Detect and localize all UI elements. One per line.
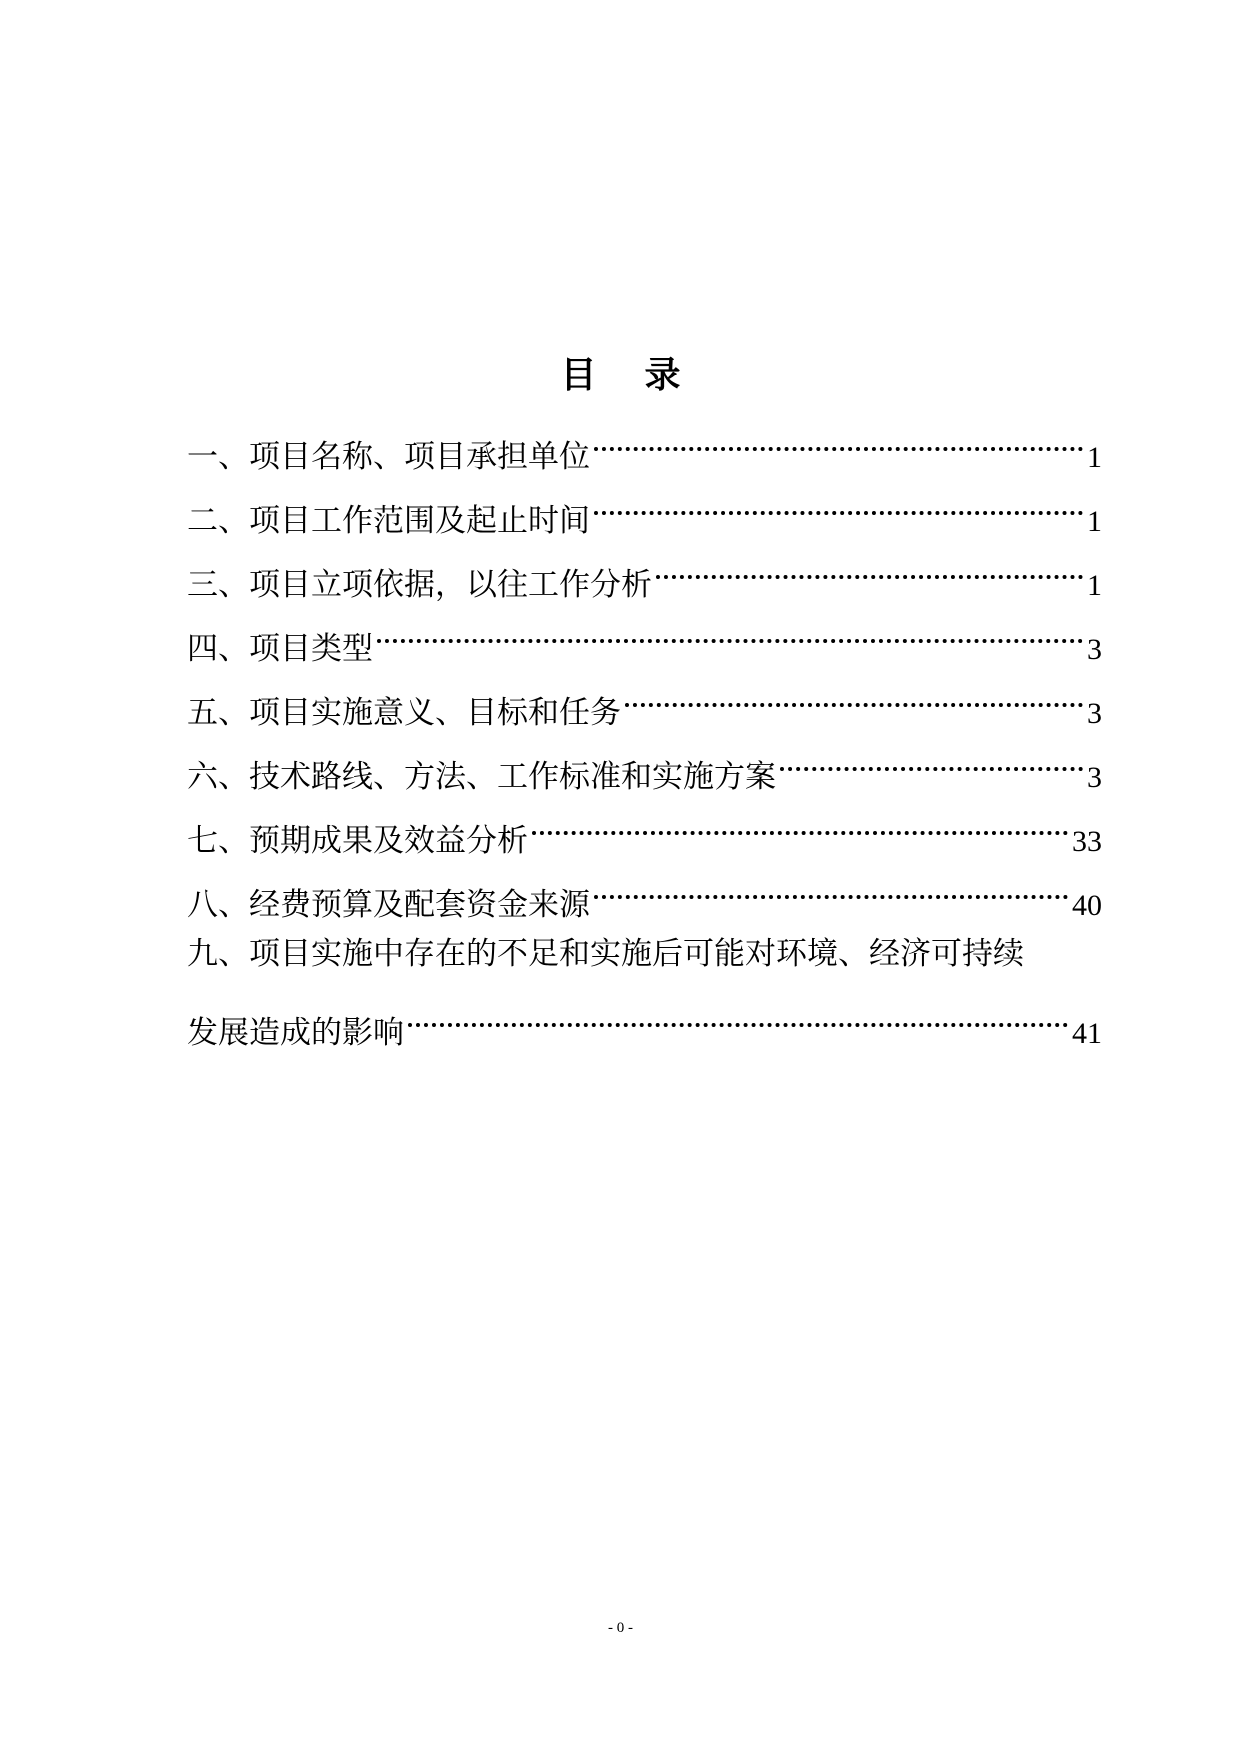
toc-entry-3[interactable] [187,545,1102,609]
page-number-footer: - 0 - [608,1620,633,1636]
toc-entry-label: 一、项目名称、项目承担单位 [187,439,590,475]
toc-entry-label: 发展造成的影响 [187,1015,404,1051]
toc-entry-page: 1 [1087,569,1102,602]
toc-entry-6[interactable] [187,737,1102,801]
dot-leader [594,481,1083,531]
toc-entry-page: 1 [1087,441,1102,474]
dot-leader [594,417,1083,467]
toc-entry-label: 四、项目类型 [187,631,373,667]
toc-title-char-1: 目 [560,354,597,396]
toc-entry-1[interactable] [187,417,1102,481]
toc-entry-8[interactable] [187,865,1102,929]
toc-entry-page: 1 [1087,505,1102,538]
toc-entry-label: 三、项目立项依据，以往工作分析 [187,567,652,603]
toc-entry-label: 六、技术路线、方法、工作标准和实施方案 [187,759,776,795]
toc-entry-5[interactable] [187,673,1102,737]
toc-entry-page: 3 [1087,697,1102,730]
toc-entry-7[interactable] [187,801,1102,865]
toc-title-char-2: 录 [644,354,681,396]
toc-entry-page: 33 [1072,825,1102,858]
toc-entry-label: 五、项目实施意义、目标和任务 [187,695,621,731]
dot-leader [594,865,1068,915]
toc-entry-page: 40 [1072,889,1102,922]
toc-entry-9-line-2[interactable] [187,993,1102,1057]
toc-entry-page: 3 [1087,761,1102,794]
dot-leader [377,609,1083,659]
toc-entry-2[interactable] [187,481,1102,545]
toc-list [187,417,1102,1057]
toc-entry-label: 八、经费预算及配套资金来源 [187,887,590,923]
dot-leader [625,673,1083,723]
dot-leader [532,801,1068,851]
toc-entry-page: 3 [1087,633,1102,666]
toc-entry-page: 41 [1072,1017,1102,1050]
toc-entry-label: 七、预期成果及效益分析 [187,823,528,859]
toc-entry-label: 九、项目实施中存在的不足和实施后可能对环境、经济可持续 [187,936,1024,972]
dot-leader [408,993,1068,1043]
dot-leader [656,545,1083,595]
dot-leader [780,737,1083,787]
toc-entry-label: 二、项目工作范围及起止时间 [187,503,590,539]
toc-entry-9-line-1[interactable] [187,929,1102,993]
toc-title [0,350,1241,400]
toc-entry-4[interactable] [187,609,1102,673]
